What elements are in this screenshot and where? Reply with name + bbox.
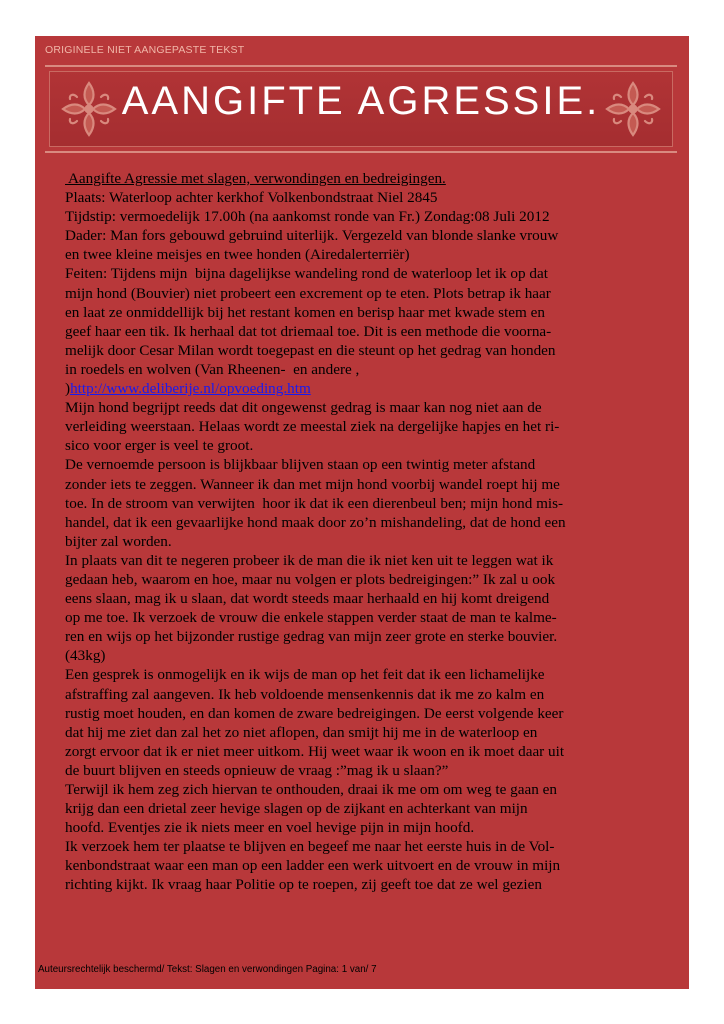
document-page	[35, 36, 689, 989]
text-line: melijk door Cesar Milan wordt toegepast en die steunt op het gedrag van honden	[65, 341, 556, 359]
text-line: Terwijl ik hem zeg zich hiervan te onthouden, draai ik me om om weg te gaan en	[65, 781, 557, 798]
text-line: Plaats: Waterloop achter kerkhof Volkenbondstraat Niel 2845	[65, 189, 438, 207]
text-line: Tijdstip: vermoedelijk 17.00h (na aankomst ronde van Fr.) Zondag:08 Juli 2012	[65, 208, 550, 226]
text-line: sico voor erger is veel te groot.	[65, 437, 254, 455]
text-line: toe. In de stroom van verwijten hoor ik dat ik een dierenbeul ben; mijn hond mis-	[65, 494, 564, 512]
top-label: ORIGINELE NIET AANGEPASTE TEKST	[45, 44, 245, 56]
text-line: zorgt ervoor dat ik er niet meer uitkom. Hij weet waar ik woon en ik moet daar uit	[65, 742, 565, 760]
text-line: Feiten: Tijdens mijn bijna dagelijkse wandeling rond de waterloop let ik op dat	[65, 265, 548, 283]
text-line: de buurt blijven en steeds opnieuw de vraag :”mag ik u slaan?”	[65, 761, 449, 779]
text-line: en laat ze onmiddellijk bij het restant komen en berisp haar met kwade stem en	[65, 303, 545, 321]
text-line: en twee kleine meisjes en twee honden (Airedalerterriër)	[65, 246, 410, 264]
text-line: dat hij me ziet dan zal het zo niet aflopen, dan smijt hij me in de waterloop en	[65, 723, 538, 741]
text-line: ren en wijs op het bijzonder rustige gedrag van mijn zeer grote en sterke bouvier.	[65, 628, 558, 646]
text-line: zonder iets te zeggen. Wanneer ik dan met mijn hond voorbij wandel roept hij me	[65, 475, 560, 493]
text-line: richting kijkt. Ik vraag haar Politie op te roepen, zij geeft toe dat ze wel gezien	[65, 876, 542, 894]
report-body	[65, 169, 665, 895]
report-lines-part-2	[65, 398, 665, 894]
text-line: krijg dan een drietal zeer hevige slagen op de zijkant en achterkant van mijn	[65, 800, 528, 818]
report-lines-part-1	[65, 188, 665, 379]
text-line: mijn hond (Bouvier) niet probeert een excrement op te eten. Plots betrap ik haar	[65, 284, 551, 302]
text-line: Dader: Man fors gebouwd gebruind uiterlijk. Vergezeld van blonde slanke vrouw	[65, 227, 559, 245]
text-line: handel, dat ik een gevaarlijke hond maak door zo’n mishandeling, dat de hond een	[65, 513, 566, 531]
fleur-de-lis-ornament-icon	[601, 77, 665, 141]
link-line	[65, 379, 665, 398]
footer-text: Auteursrechtelijk beschermd/ Tekst: Slagen en verwondingen Pagina: 1 van/ 7	[38, 964, 377, 975]
text-line: (43kg)	[65, 647, 106, 665]
link-prefix: )	[65, 380, 71, 398]
text-line: verleiding weerstaan. Helaas wordt ze meestal ziek na dergelijke hapjes en het ri-	[65, 418, 560, 436]
text-line: in roedels en wolven (Van Rheenen- en andere ,	[65, 360, 360, 378]
text-line: afstraffing zal aangeven. Ik heb voldoende mensenkennis dat ik me zo kalm en	[65, 685, 545, 703]
text-line: geef haar een tik. Ik herhaal dat tot driemaal toe. Dit is een methode die voorna-	[65, 322, 552, 340]
banner-title: AANGIFTE AGRESSIE.	[121, 79, 601, 123]
text-line: op me toe. Ik verzoek de vrouw die enkele stappen verder staat de man te kalme-	[65, 609, 557, 627]
text-line: gedaan heb, waarom en hoe, maar nu volgen er plots bedreigingen:” Ik zal u ook	[65, 570, 556, 588]
opvoeding-link[interactable]: http://www.deliberije.nl/opvoeding.htm	[70, 380, 311, 398]
text-line: hoofd. Eventjes zie ik niets meer en voel hevige pijn in mijn hoofd.	[65, 819, 475, 837]
text-line: De vernoemde persoon is blijkbaar blijven staan op een twintig meter afstand	[65, 456, 536, 474]
text-line: Mijn hond begrijpt reeds dat dit ongewenst gedrag is maar kan nog niet aan de	[65, 399, 542, 417]
text-line: kenbondstraat waar een man op een ladder een werk uitvoert en de vrouw in mijn	[65, 857, 561, 875]
title-banner	[45, 65, 677, 153]
text-line: rustig moet houden, en dan komen de zware bedreigingen. De eerst volgende keer	[65, 704, 564, 722]
text-line: Een gesprek is onmogelijk en ik wijs de man op het feit dat ik een lichamelijke	[65, 666, 545, 684]
report-title: Aangifte Agressie met slagen, verwondingen en bedreigingen.	[65, 170, 446, 187]
text-line: eens slaan, mag ik u slaan, dat wordt steeds maar herhaald en hij komt dreigend	[65, 590, 550, 608]
text-line: In plaats van dit te negeren probeer ik de man die ik niet ken uit te leggen wat ik	[65, 551, 554, 569]
text-line: Ik verzoek hem ter plaatse te blijven en begeef me naar het eerste huis in de Vol-	[65, 838, 555, 856]
text-line: bijter zal worden.	[65, 532, 172, 550]
